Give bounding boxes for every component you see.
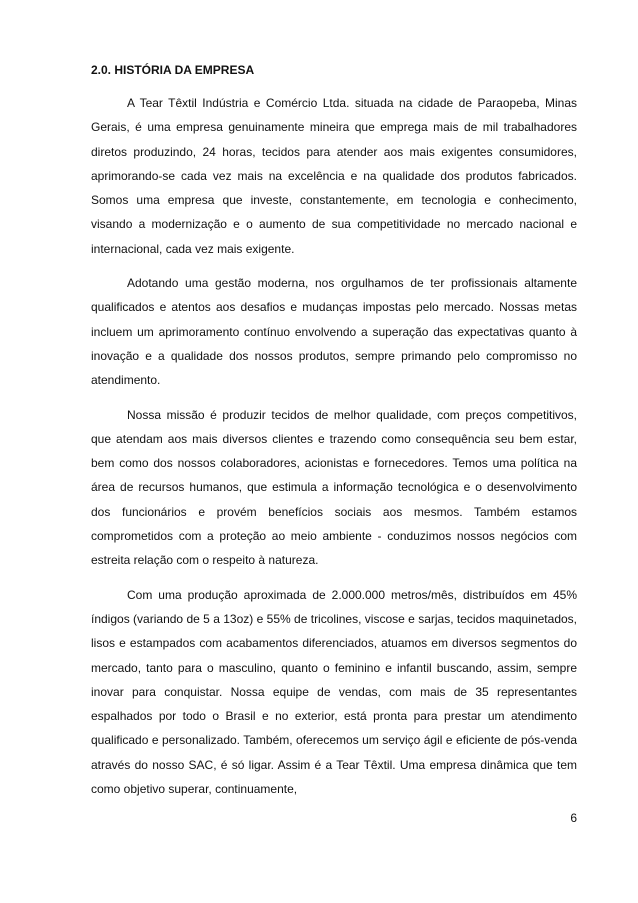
- paragraph-mission: Nossa missão é produzir tecidos de melhor qualidade, com preços competitivos, que atendam aos mais diversos clientes e trazendo como consequência seu bem estar, bem como dos nossos colaboradores, acionistas e fornecedores. Temos uma política na área de recursos humanos, que estimula a informação tecnológica e o desenvolvimento dos funcionários e provém benefícios sociais aos mesmos. Também estamos comprometidos com a proteção ao meio ambiente - conduzimos nossos negócios com estreita relação com o respeito à natureza.: [91, 407, 577, 568]
- paragraph-production: Com uma produção aproximada de 2.000.000 metros/mês, distribuídos em 45% índigos (variando de 5 a 13oz) e 55% de tricolines, viscose e sarjas, tecidos maquinetados, lisos e estampados com acabamentos diferenciados, atuamos em diversos segmentos do mercado, tanto para o masculino, quanto o feminino e infantil buscando, assim, sempre inovar para conquistar. Nossa equipe de vendas, com mais de 35 representantes espalhados por todo o Brasil e no exterior, está pronta para prestar um atendimento qualificado e personalizado. Também, oferecemos um serviço ágil e eficiente de pós-venda através do nosso SAC, é só ligar. Assim é a Tear Têxtil. Uma empresa dinâmica que tem como objetivo superar, continuamente,: [91, 587, 577, 797]
- paragraph-company-intro: A Tear Têxtil Indústria e Comércio Ltda. situada na cidade de Paraopeba, Minas Gerais, é uma empresa genuinamente mineira que emprega mais de mil trabalhadores diretos produzindo, 24 horas, tecidos para atender aos mais exigentes consumidores, aprimorando-se cada vez mais na excelência e na qualidade dos produtos fabricados. Somos uma empresa que investe, constantemente, em tecnologia e conhecimento, visando a modernização e o aumento de sua competitividade no mercado nacional e internacional, cada vez mais exigente.: [91, 96, 577, 256]
- paragraph-management: Adotando uma gestão moderna, nos orgulhamos de ter profissionais altamente qualificados e atentos aos desafios e mudanças impostas pelo mercado. Nossas metas incluem um aprimoramento contínuo envolvendo a superação das expectativas quanto à inovação e a qualidade dos nossos produtos, sempre primando pelo compromisso no atendimento.: [91, 276, 577, 388]
- page-content: [91, 62, 577, 811]
- page-number: 6: [570, 811, 577, 825]
- section-heading: 2.0. HISTÓRIA DA EMPRESA: [91, 63, 255, 77]
